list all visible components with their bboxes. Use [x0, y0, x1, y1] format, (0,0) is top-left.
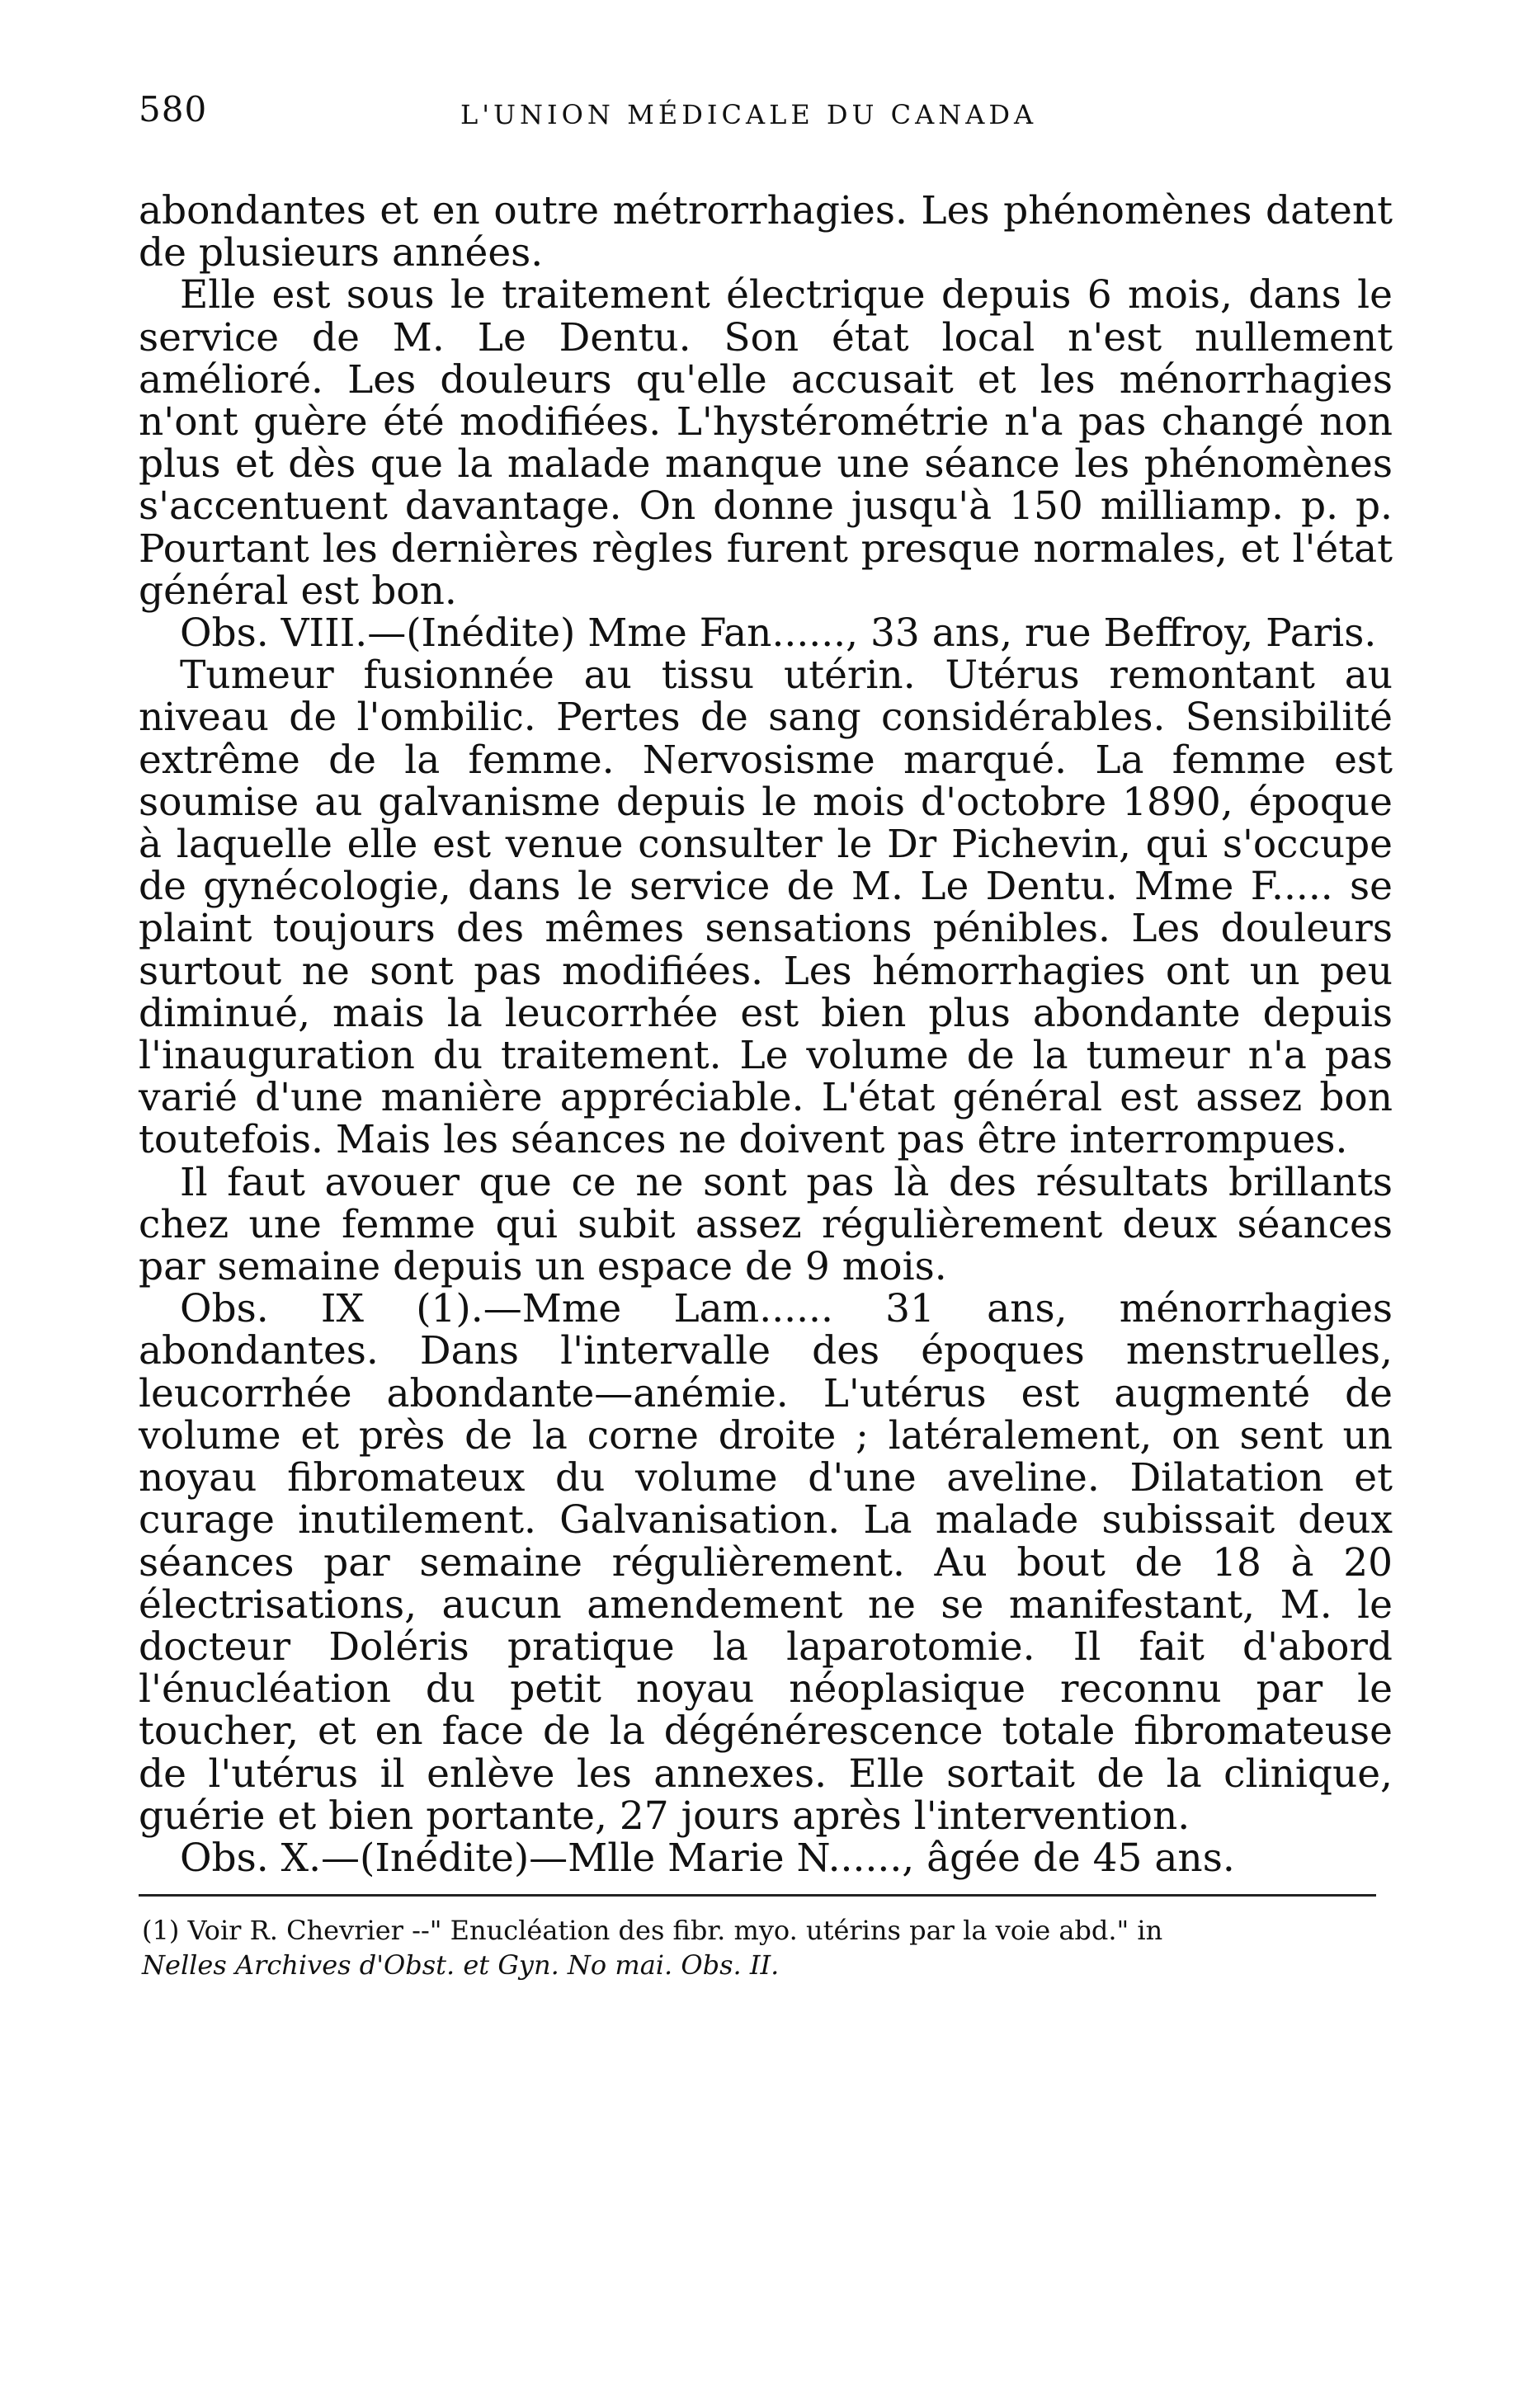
article-body: [139, 190, 1393, 1879]
paragraph-obs-viii-heading: Obs. VIII.—(Inédite) Mme Fan......, 33 ans, rue Beffroy, Paris.: [180, 610, 1377, 657]
running-head: [139, 89, 1393, 148]
footnote-line-2: Nelles Archives d'Obst. et Gyn. No mai. Obs. II.: [142, 1949, 780, 1982]
paragraph-continuation: abondantes et en outre métrorrhagies. Les phénomènes datent de plusieurs années.: [139, 188, 1393, 276]
paragraph-obs-x-heading: Obs. X.—(Inédite)—Mlle Marie N......, âgée de 45 ans.: [180, 1835, 1235, 1881]
footnote: [139, 1913, 1393, 1982]
page-number: 580: [139, 89, 208, 130]
footnote-divider: [139, 1894, 1376, 1897]
page: [139, 89, 1393, 1982]
paragraph-obs-viii-description: Tumeur fusionnée au tissu utérin. Utérus remontant au niveau de l'ombilic. Pertes de sang considérables. Sensibilité extrême de la femme. Nervosisme marqué. La femme est soumise au galvanisme depuis le mois d'octobre 1890, époque à laquelle elle est venue consulter le Dr Pichevin, qui s'occupe de gynécologie, dans le service de M. Le Dentu. Mme F..... se plaint toujours des mêmes sensations pénibles. Les douleurs surtout ne sont pas modifiées. Les hémorrhagies ont un peu diminué, mais la leucorrhée est bien plus abondante depuis l'inauguration du traitement. Le volume de la tumeur n'a pas varié d'une manière appréciable. L'état général est assez bon toutefois. Mais les séances ne doivent pas être interrompues.: [139, 653, 1393, 1163]
paragraph-electric-treatment: Elle est sous le traitement électrique depuis 6 mois, dans le service de M. Le Dentu. Son état local n'est nullement amélioré. Les douleurs qu'elle accusait et les ménorrhagies n'ont guère été modifiées. L'hystérométrie n'a pas changé non plus et dès que la malade manque une séance les phénomènes s'accentuent davantage. On donne jusqu'à 150 milliamp. p. p. Pourtant les dernières règles furent presque normales, et l'état général est bon.: [139, 272, 1393, 614]
journal-title: L'UNION MÉDICALE DU CANADA: [460, 99, 1038, 130]
paragraph-obs-ix: Obs. IX (1).—Mme Lam...... 31 ans, ménorrhagies abondantes. Dans l'intervalle des époques menstruelles, leucorrhée abondante—anémie. L'utérus est augmenté de volume et près de la corne droite ; latéralement, on sent un noyau fibromateux du volume d'une aveline. Dilatation et curage inutilement. Galvanisation. La malade subissait deux séances par semaine régulièrement. Au bout de 18 à 20 électrisations, aucun amendement ne se manifestant, M. le docteur Doléris pratique la laparotomie. Il fait d'abord l'énucléation du petit noyau néoplasique reconnu par le toucher, et en face de la dégénérescence totale fibromateuse de l'utérus il enlève les annexes. Elle sortait de la clinique, guérie et bien portante, 27 jours après l'intervention.: [139, 1286, 1393, 1839]
footnote-line-1: (1) Voir R. Chevrier --" Enucléation des fibr. myo. utérins par la voie abd." in: [142, 1915, 1163, 1947]
paragraph-results-comment: Il faut avouer que ce ne sont pas là des résultats brillants chez une femme qui subit assez régulièrement deux séances par semaine depuis un espace de 9 mois.: [139, 1159, 1393, 1290]
